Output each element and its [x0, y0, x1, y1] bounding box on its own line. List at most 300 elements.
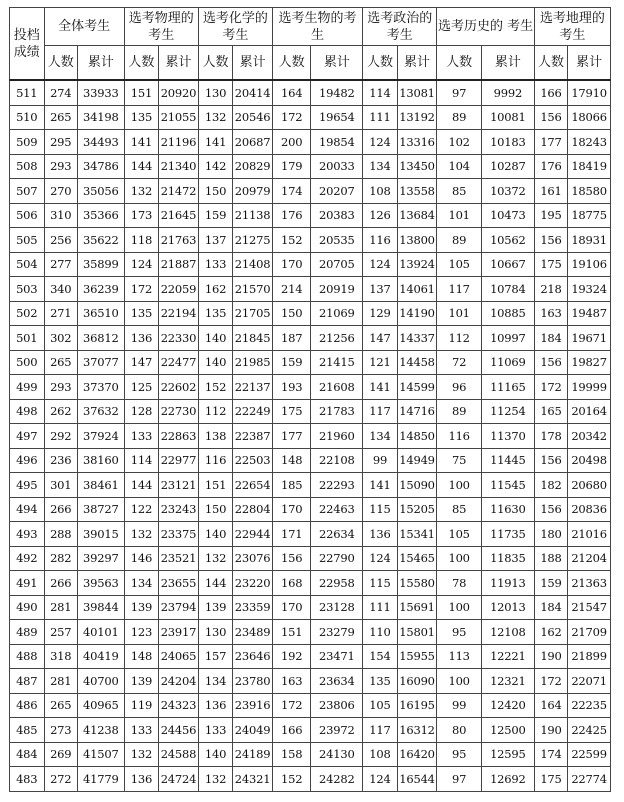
cumulative-cell: 11370 [481, 424, 534, 449]
table-row [10, 301, 611, 326]
cumulative-cell: 20498 [568, 448, 611, 473]
count-cell: 112 [198, 399, 233, 424]
count-cell: 141 [198, 130, 233, 155]
cumulative-cell: 19854 [311, 130, 363, 155]
count-cell: 137 [198, 228, 233, 253]
count-cell: 105 [437, 522, 482, 547]
subheader-cumulative: 累计 [159, 46, 199, 81]
count-cell: 162 [534, 620, 567, 645]
count-cell: 270 [44, 179, 77, 204]
cumulative-cell: 21415 [311, 350, 363, 375]
cumulative-cell: 13081 [397, 80, 437, 105]
cumulative-cell: 10562 [481, 228, 534, 253]
score-cell: 488 [10, 644, 45, 669]
table-row [10, 277, 611, 302]
count-cell: 185 [272, 473, 311, 498]
table-row [10, 105, 611, 130]
cumulative-cell: 20919 [311, 277, 363, 302]
cumulative-cell: 40101 [77, 620, 124, 645]
count-cell: 176 [534, 154, 567, 179]
cumulative-cell: 24588 [159, 742, 199, 767]
cumulative-cell: 40700 [77, 669, 124, 694]
cumulative-cell: 19671 [568, 326, 611, 351]
count-cell: 134 [363, 154, 398, 179]
table-row [10, 693, 611, 718]
count-cell: 102 [437, 130, 482, 155]
cumulative-cell: 14190 [397, 301, 437, 326]
count-cell: 116 [363, 228, 398, 253]
count-cell: 135 [124, 105, 159, 130]
count-cell: 172 [534, 669, 567, 694]
count-cell: 157 [198, 644, 233, 669]
count-cell: 214 [272, 277, 311, 302]
cumulative-cell: 21845 [233, 326, 273, 351]
count-cell: 124 [363, 546, 398, 571]
cumulative-cell: 41507 [77, 742, 124, 767]
count-cell: 154 [363, 644, 398, 669]
count-cell: 162 [198, 277, 233, 302]
count-cell: 132 [124, 179, 159, 204]
cumulative-cell: 20687 [233, 130, 273, 155]
subheader-row [10, 46, 611, 81]
count-cell: 172 [124, 277, 159, 302]
cumulative-cell: 15801 [397, 620, 437, 645]
count-cell: 236 [44, 448, 77, 473]
score-cell: 507 [10, 179, 45, 204]
count-cell: 89 [437, 399, 482, 424]
count-cell: 172 [272, 105, 311, 130]
score-cell: 484 [10, 742, 45, 767]
cumulative-cell: 23916 [233, 693, 273, 718]
count-cell: 159 [534, 571, 567, 596]
cumulative-cell: 22804 [233, 497, 273, 522]
count-cell: 200 [272, 130, 311, 155]
cumulative-cell: 22249 [233, 399, 273, 424]
count-cell: 122 [124, 497, 159, 522]
cumulative-cell: 19654 [311, 105, 363, 130]
count-cell: 132 [198, 546, 233, 571]
count-cell: 148 [272, 448, 311, 473]
count-cell: 125 [124, 375, 159, 400]
count-cell: 150 [198, 179, 233, 204]
cumulative-cell: 12108 [481, 620, 534, 645]
count-cell: 140 [198, 742, 233, 767]
count-cell: 85 [437, 497, 482, 522]
score-table-container [9, 7, 611, 792]
cumulative-cell: 12420 [481, 693, 534, 718]
cumulative-cell: 11835 [481, 546, 534, 571]
cumulative-cell: 22059 [159, 277, 199, 302]
count-cell: 123 [124, 620, 159, 645]
count-cell: 95 [437, 742, 482, 767]
count-cell: 152 [272, 767, 311, 792]
cumulative-cell: 18775 [568, 203, 611, 228]
score-cell: 510 [10, 105, 45, 130]
count-cell: 100 [437, 669, 482, 694]
cumulative-cell: 37924 [77, 424, 124, 449]
count-cell: 256 [44, 228, 77, 253]
cumulative-cell: 22194 [159, 301, 199, 326]
cumulative-cell: 35899 [77, 252, 124, 277]
cumulative-cell: 23375 [159, 522, 199, 547]
cumulative-cell: 12595 [481, 742, 534, 767]
count-cell: 168 [272, 571, 311, 596]
count-cell: 180 [534, 522, 567, 547]
cumulative-cell: 39563 [77, 571, 124, 596]
cumulative-cell: 22330 [159, 326, 199, 351]
score-cell: 494 [10, 497, 45, 522]
cumulative-cell: 24282 [311, 767, 363, 792]
count-cell: 144 [124, 154, 159, 179]
count-cell: 100 [437, 595, 482, 620]
count-cell: 100 [437, 473, 482, 498]
count-cell: 136 [198, 693, 233, 718]
count-cell: 265 [44, 693, 77, 718]
cumulative-cell: 21055 [159, 105, 199, 130]
cumulative-cell: 24049 [233, 718, 273, 743]
count-cell: 156 [534, 497, 567, 522]
cumulative-cell: 40965 [77, 693, 124, 718]
cumulative-cell: 11445 [481, 448, 534, 473]
count-cell: 136 [124, 326, 159, 351]
count-cell: 135 [363, 669, 398, 694]
cumulative-cell: 20979 [233, 179, 273, 204]
cumulative-cell: 13684 [397, 203, 437, 228]
cumulative-cell: 22235 [568, 693, 611, 718]
cumulative-cell: 19482 [311, 80, 363, 105]
cumulative-cell: 21960 [311, 424, 363, 449]
cumulative-cell: 15580 [397, 571, 437, 596]
count-cell: 340 [44, 277, 77, 302]
cumulative-cell: 23780 [233, 669, 273, 694]
count-cell: 139 [124, 595, 159, 620]
count-cell: 133 [198, 718, 233, 743]
count-cell: 192 [272, 644, 311, 669]
score-cell: 503 [10, 277, 45, 302]
count-cell: 171 [272, 522, 311, 547]
table-row [10, 326, 611, 351]
count-cell: 124 [124, 252, 159, 277]
count-cell: 165 [534, 399, 567, 424]
count-cell: 117 [437, 277, 482, 302]
table-row [10, 80, 611, 105]
score-cell: 493 [10, 522, 45, 547]
count-cell: 273 [44, 718, 77, 743]
count-cell: 257 [44, 620, 77, 645]
subheader-count: 人数 [534, 46, 567, 81]
score-cell: 508 [10, 154, 45, 179]
count-cell: 118 [124, 228, 159, 253]
cumulative-cell: 14061 [397, 277, 437, 302]
count-cell: 114 [124, 448, 159, 473]
count-cell: 151 [272, 620, 311, 645]
cumulative-cell: 21547 [568, 595, 611, 620]
cumulative-cell: 21016 [568, 522, 611, 547]
count-cell: 111 [363, 105, 398, 130]
count-cell: 111 [363, 595, 398, 620]
score-cell: 505 [10, 228, 45, 253]
cumulative-cell: 21363 [568, 571, 611, 596]
cumulative-cell: 22774 [568, 767, 611, 792]
cumulative-cell: 12221 [481, 644, 534, 669]
cumulative-cell: 23489 [233, 620, 273, 645]
count-cell: 187 [272, 326, 311, 351]
score-column-header: 投档成绩 [10, 8, 45, 81]
cumulative-cell: 9992 [481, 80, 534, 105]
cumulative-cell: 15465 [397, 546, 437, 571]
count-cell: 146 [124, 546, 159, 571]
group-header-biology: 选考生物的考生 [272, 8, 362, 46]
cumulative-cell: 20920 [159, 80, 199, 105]
count-cell: 174 [272, 179, 311, 204]
count-cell: 193 [272, 375, 311, 400]
count-cell: 292 [44, 424, 77, 449]
table-row [10, 473, 611, 498]
count-cell: 132 [124, 742, 159, 767]
count-cell: 141 [363, 375, 398, 400]
cumulative-cell: 14599 [397, 375, 437, 400]
cumulative-cell: 23471 [311, 644, 363, 669]
count-cell: 156 [534, 228, 567, 253]
cumulative-cell: 10997 [481, 326, 534, 351]
score-distribution-table [9, 7, 611, 792]
cumulative-cell: 24130 [311, 742, 363, 767]
cumulative-cell: 20535 [311, 228, 363, 253]
count-cell: 113 [437, 644, 482, 669]
count-cell: 170 [272, 595, 311, 620]
count-cell: 85 [437, 179, 482, 204]
count-cell: 141 [363, 473, 398, 498]
count-cell: 97 [437, 80, 482, 105]
count-cell: 163 [272, 669, 311, 694]
count-cell: 121 [363, 350, 398, 375]
cumulative-cell: 18580 [568, 179, 611, 204]
count-cell: 310 [44, 203, 77, 228]
count-cell: 130 [198, 620, 233, 645]
count-cell: 117 [363, 399, 398, 424]
count-cell: 115 [363, 571, 398, 596]
count-cell: 115 [363, 497, 398, 522]
count-cell: 134 [124, 571, 159, 596]
count-cell: 164 [272, 80, 311, 105]
cumulative-cell: 23128 [311, 595, 363, 620]
cumulative-cell: 24065 [159, 644, 199, 669]
cumulative-cell: 23917 [159, 620, 199, 645]
cumulative-cell: 23359 [233, 595, 273, 620]
subheader-cumulative: 累计 [77, 46, 124, 81]
cumulative-cell: 24724 [159, 767, 199, 792]
cumulative-cell: 21472 [159, 179, 199, 204]
count-cell: 136 [124, 767, 159, 792]
table-body [10, 80, 611, 791]
cumulative-cell: 24204 [159, 669, 199, 694]
count-cell: 190 [534, 644, 567, 669]
table-row [10, 522, 611, 547]
cumulative-cell: 13192 [397, 105, 437, 130]
cumulative-cell: 37370 [77, 375, 124, 400]
cumulative-cell: 41238 [77, 718, 124, 743]
cumulative-cell: 19106 [568, 252, 611, 277]
cumulative-cell: 16312 [397, 718, 437, 743]
score-cell: 500 [10, 350, 45, 375]
cumulative-cell: 22071 [568, 669, 611, 694]
cumulative-cell: 18066 [568, 105, 611, 130]
count-cell: 188 [534, 546, 567, 571]
cumulative-cell: 22503 [233, 448, 273, 473]
count-cell: 318 [44, 644, 77, 669]
group-header-all: 全体考生 [44, 8, 124, 46]
cumulative-cell: 21138 [233, 203, 273, 228]
count-cell: 302 [44, 326, 77, 351]
cumulative-cell: 23655 [159, 571, 199, 596]
count-cell: 272 [44, 767, 77, 792]
subheader-cumulative: 累计 [568, 46, 611, 81]
cumulative-cell: 15691 [397, 595, 437, 620]
count-cell: 97 [437, 767, 482, 792]
cumulative-cell: 23279 [311, 620, 363, 645]
cumulative-cell: 36812 [77, 326, 124, 351]
group-header-politics: 选考政治的考生 [363, 8, 437, 46]
score-cell: 489 [10, 620, 45, 645]
table-row [10, 546, 611, 571]
cumulative-cell: 22425 [568, 718, 611, 743]
cumulative-cell: 10885 [481, 301, 534, 326]
cumulative-cell: 24323 [159, 693, 199, 718]
cumulative-cell: 21340 [159, 154, 199, 179]
cumulative-cell: 37077 [77, 350, 124, 375]
cumulative-cell: 16090 [397, 669, 437, 694]
count-cell: 170 [272, 497, 311, 522]
count-cell: 281 [44, 669, 77, 694]
cumulative-cell: 18419 [568, 154, 611, 179]
count-cell: 112 [437, 326, 482, 351]
table-row [10, 669, 611, 694]
subheader-count: 人数 [437, 46, 482, 81]
cumulative-cell: 22463 [311, 497, 363, 522]
table-row [10, 742, 611, 767]
cumulative-cell: 12692 [481, 767, 534, 792]
table-row [10, 497, 611, 522]
table-row [10, 718, 611, 743]
table-row [10, 179, 611, 204]
table-row [10, 595, 611, 620]
cumulative-cell: 14850 [397, 424, 437, 449]
cumulative-cell: 13450 [397, 154, 437, 179]
cumulative-cell: 21069 [311, 301, 363, 326]
table-row [10, 154, 611, 179]
cumulative-cell: 13558 [397, 179, 437, 204]
count-cell: 175 [534, 252, 567, 277]
count-cell: 266 [44, 571, 77, 596]
cumulative-cell: 16544 [397, 767, 437, 792]
cumulative-cell: 12500 [481, 718, 534, 743]
cumulative-cell: 20033 [311, 154, 363, 179]
count-cell: 156 [534, 448, 567, 473]
cumulative-cell: 13924 [397, 252, 437, 277]
count-cell: 137 [363, 277, 398, 302]
cumulative-cell: 20383 [311, 203, 363, 228]
cumulative-cell: 20207 [311, 179, 363, 204]
count-cell: 139 [198, 595, 233, 620]
count-cell: 117 [363, 718, 398, 743]
count-cell: 135 [124, 301, 159, 326]
count-cell: 133 [124, 718, 159, 743]
cumulative-cell: 22730 [159, 399, 199, 424]
table-row [10, 130, 611, 155]
cumulative-cell: 19999 [568, 375, 611, 400]
count-cell: 144 [198, 571, 233, 596]
cumulative-cell: 23243 [159, 497, 199, 522]
count-cell: 128 [124, 399, 159, 424]
count-cell: 140 [198, 522, 233, 547]
count-cell: 177 [534, 130, 567, 155]
count-cell: 114 [363, 80, 398, 105]
count-cell: 159 [198, 203, 233, 228]
count-cell: 301 [44, 473, 77, 498]
cumulative-cell: 36239 [77, 277, 124, 302]
cumulative-cell: 21645 [159, 203, 199, 228]
cumulative-cell: 10183 [481, 130, 534, 155]
table-header [10, 8, 611, 81]
count-cell: 151 [198, 473, 233, 498]
count-cell: 156 [272, 546, 311, 571]
count-cell: 150 [272, 301, 311, 326]
cumulative-cell: 21196 [159, 130, 199, 155]
cumulative-cell: 23121 [159, 473, 199, 498]
count-cell: 124 [363, 252, 398, 277]
cumulative-cell: 39297 [77, 546, 124, 571]
count-cell: 158 [272, 742, 311, 767]
cumulative-cell: 20414 [233, 80, 273, 105]
count-cell: 166 [272, 718, 311, 743]
score-cell: 497 [10, 424, 45, 449]
group-header-geography: 选考地理的考生 [534, 8, 610, 46]
count-cell: 218 [534, 277, 567, 302]
cumulative-cell: 22599 [568, 742, 611, 767]
count-cell: 99 [363, 448, 398, 473]
cumulative-cell: 21256 [311, 326, 363, 351]
count-cell: 175 [534, 767, 567, 792]
cumulative-cell: 15205 [397, 497, 437, 522]
count-cell: 95 [437, 620, 482, 645]
count-cell: 135 [198, 301, 233, 326]
count-cell: 161 [534, 179, 567, 204]
cumulative-cell: 21763 [159, 228, 199, 253]
table-row [10, 252, 611, 277]
count-cell: 132 [198, 767, 233, 792]
table-row [10, 448, 611, 473]
count-cell: 156 [534, 350, 567, 375]
count-cell: 150 [198, 497, 233, 522]
cumulative-cell: 13316 [397, 130, 437, 155]
count-cell: 108 [363, 179, 398, 204]
count-cell: 144 [124, 473, 159, 498]
count-cell: 282 [44, 546, 77, 571]
count-cell: 100 [437, 546, 482, 571]
count-cell: 277 [44, 252, 77, 277]
score-cell: 491 [10, 571, 45, 596]
cumulative-cell: 21204 [568, 546, 611, 571]
cumulative-cell: 16420 [397, 742, 437, 767]
cumulative-cell: 10667 [481, 252, 534, 277]
cumulative-cell: 40419 [77, 644, 124, 669]
count-cell: 138 [198, 424, 233, 449]
cumulative-cell: 21705 [233, 301, 273, 326]
count-cell: 141 [124, 130, 159, 155]
count-cell: 174 [534, 742, 567, 767]
cumulative-cell: 12013 [481, 595, 534, 620]
count-cell: 124 [363, 767, 398, 792]
